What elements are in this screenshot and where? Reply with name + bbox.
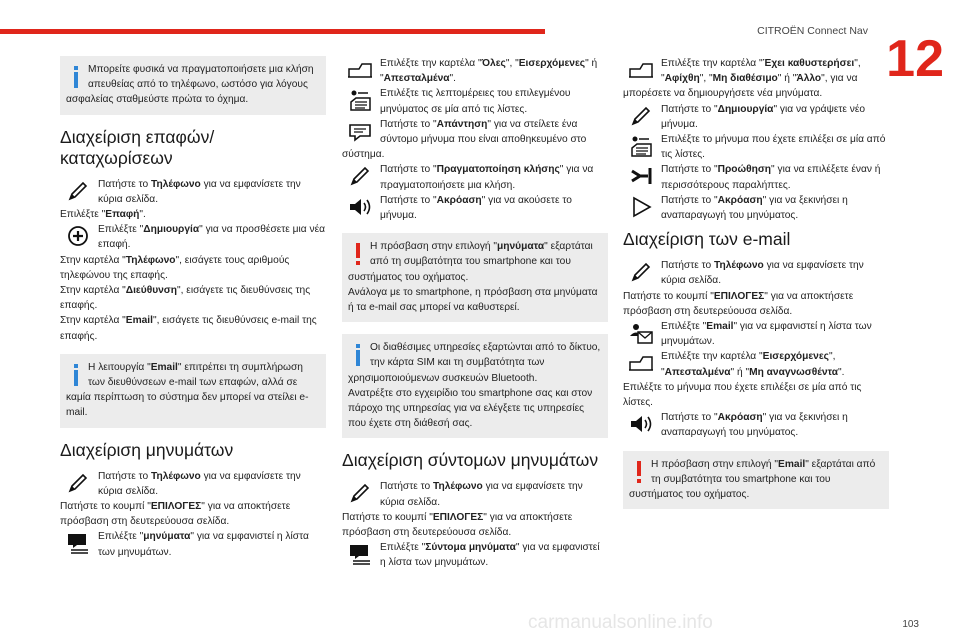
step-text: Πατήστε το " bbox=[661, 164, 718, 176]
info-text: Μπορείτε φυσικά να πραγματοποιήσετε μια κλήση απευθείας από το τηλέφωνο, ωστόσο για λόγους ασφαλείας σταθμεύστε πρώτα το όχημα. bbox=[66, 64, 314, 106]
step-text: " για να στείλετε ένα σύντομο μήνυμα που είναι αποθηκευμένο στο σύστημα. bbox=[342, 118, 587, 161]
step-text: " για να επιλέξετε έναν ή περισσότερους παραλήπτες. bbox=[661, 164, 881, 191]
step bbox=[342, 86, 608, 116]
step bbox=[60, 469, 326, 499]
step-keyword: Email bbox=[125, 315, 153, 327]
step bbox=[623, 102, 889, 132]
step-keyword: Τηλέφωνο bbox=[151, 178, 201, 190]
pencil-icon bbox=[346, 479, 374, 507]
step-keyword: Διεύθυνση bbox=[125, 285, 177, 297]
step-keyword: Πραγματοποίηση κλήσης bbox=[436, 164, 560, 176]
step-keyword: Αφίχθη bbox=[664, 73, 700, 85]
step-text: Επιλέξτε το μήνυμα που έχετε επιλέξει σε μία από τις λίστες. bbox=[623, 381, 862, 409]
step bbox=[342, 540, 608, 570]
step bbox=[60, 222, 326, 252]
speaker-icon bbox=[627, 410, 655, 438]
step bbox=[342, 479, 608, 509]
step-text: ", εισάγετε τις διευθύνσεις της επαφής. bbox=[60, 285, 311, 312]
step-text: ", εισάγετε τους αριθμούς τηλεφώνου της επαφής. bbox=[60, 254, 290, 281]
step-keyword: Ακρόαση bbox=[717, 412, 763, 424]
pencil-icon bbox=[346, 162, 374, 190]
step-text: ", για να μπορέσετε να δημιουργήσετε νέα μηνύματα. bbox=[623, 73, 858, 100]
step-text: Επιλέξτε την καρτέλα " bbox=[380, 58, 482, 69]
step bbox=[623, 380, 889, 410]
step-text: Πατήστε το bbox=[98, 178, 151, 190]
step-text: " για να αποκτήσετε πρόσβαση στη δευτερεύουσα σελίδα. bbox=[60, 501, 291, 528]
step-text: Επιλέξτε το μήνυμα που έχετε επιλέξει σε μία από τις λίστες. bbox=[661, 134, 886, 161]
step-keyword: Μη διαθέσιμο bbox=[712, 73, 778, 85]
watermark: carmanualsonline.info bbox=[528, 612, 713, 633]
step-text: " ή " bbox=[380, 58, 598, 85]
warning-keyword: μηνύματα bbox=[497, 241, 545, 253]
step-text: Πατήστε το κουμπί " bbox=[60, 501, 151, 513]
step-text: ". bbox=[838, 366, 845, 378]
step bbox=[60, 499, 326, 529]
step bbox=[623, 349, 889, 379]
step-text: " για να εμφανιστεί η λίστα των μηνυμάτων. bbox=[380, 542, 600, 569]
step-text: ", " bbox=[661, 58, 861, 85]
step bbox=[342, 117, 608, 163]
warning-text: " εξαρτάται από τη συμβατότητα του smartphone και του συστήματος του οχήματος. bbox=[348, 241, 593, 283]
step-text: για να εμφανίσετε την κύρια σελίδα. bbox=[98, 470, 301, 497]
step-keyword: Τηλέφωνο bbox=[125, 254, 176, 266]
details-list-icon bbox=[627, 132, 655, 160]
step-keyword: Τηλέφωνο bbox=[714, 260, 764, 272]
step-text: Πατήστε το " bbox=[661, 412, 718, 424]
step-text: " ή " bbox=[777, 73, 797, 85]
play-icon bbox=[627, 193, 655, 221]
step-keyword: Ακρόαση bbox=[436, 194, 482, 206]
info-icon bbox=[66, 360, 88, 390]
step-keyword: Τηλέφωνο bbox=[151, 470, 201, 482]
header-bar bbox=[0, 29, 545, 34]
step bbox=[623, 289, 889, 319]
step-text: για να εμφανίσετε την κύρια σελίδα. bbox=[98, 178, 301, 205]
email-contact-icon bbox=[627, 319, 655, 347]
section-title-email: Διαχείριση των e-mail bbox=[623, 229, 791, 250]
pencil-icon bbox=[64, 469, 92, 497]
step-keyword: ΕΠΙΛΟΓΕΣ bbox=[713, 290, 765, 302]
step-text: " για να ξεκινήσει η αναπαραγωγή του μηνύματος. bbox=[661, 412, 848, 439]
info-text: Ανατρέξτε στο εγχειρίδιο του smartphone σας και στον πάροχο της υπηρεσίας για να ελέγξετε τις υπηρεσίες που έχετε στη διάθεσή σας. bbox=[348, 387, 593, 430]
step-text: Επιλέξτε την καρτέλα " bbox=[661, 351, 763, 363]
step-text: Πατήστε το " bbox=[380, 118, 437, 130]
warning-box bbox=[342, 233, 608, 322]
step-text: για να εμφανίσετε την κύρια σελίδα. bbox=[661, 260, 864, 287]
warning-text: " εξαρτάται από τη συμβατότητα του smartphone και του συστήματος του οχήματος. bbox=[629, 458, 876, 501]
step-text: " για να εμφανιστεί η λίστα των μηνυμάτων. bbox=[98, 531, 309, 558]
step-text: " για να πραγματοποιήσετε μια κλήση. bbox=[380, 164, 594, 191]
step-text: Πατήστε το bbox=[661, 260, 714, 272]
step-text: Πατήστε το " bbox=[661, 194, 718, 206]
step-text: ", " bbox=[661, 351, 836, 378]
details-list-icon bbox=[346, 86, 374, 114]
add-circle-icon bbox=[64, 222, 92, 250]
step-text: " για να γράψετε νέο μήνυμα. bbox=[661, 103, 866, 130]
warning-text: Η πρόσβαση στην επιλογή " bbox=[651, 458, 779, 470]
info-icon bbox=[348, 340, 370, 370]
step-text: Επιλέξτε τις λεπτομέρειες του επιλεγμένου μηνύματος σε μία από τις λίστες. bbox=[380, 88, 571, 115]
step-text: " για να αποκτήσετε πρόσβαση στη δευτερεύουσα σελίδα. bbox=[342, 511, 573, 539]
info-icon bbox=[66, 62, 88, 92]
forward-icon bbox=[627, 162, 655, 190]
step-text: " ή " bbox=[730, 366, 750, 378]
info-box bbox=[342, 334, 608, 438]
step-keyword: Σύντομα μηνύματα bbox=[425, 542, 516, 554]
step-keyword: Μη αναγνωσθέντα bbox=[749, 366, 839, 378]
warning-icon bbox=[629, 457, 651, 487]
step-keyword: ΕΠΙΛΟΓΕΣ bbox=[150, 501, 202, 513]
info-text: " επιτρέπει τη συμπλήρωση των διευθύνσεων e-mail των επαφών, αλλά σε καμία περίπτωση το σύστημα δεν μπορεί να στείλει e-mail. bbox=[66, 361, 309, 419]
step-keyword: Απεσταλμένα bbox=[664, 366, 731, 378]
step-keyword: Απάντηση bbox=[436, 118, 488, 130]
step-keyword: Έχει καθυστερήσει bbox=[762, 58, 855, 69]
step-text: " για να προσθέσετε μια νέα επαφή. bbox=[98, 224, 326, 251]
step-text: Πατήστε το " bbox=[380, 194, 437, 206]
step-text: Πατήστε το κουμπί " bbox=[342, 511, 433, 523]
tab-icon bbox=[346, 56, 374, 84]
step bbox=[342, 56, 608, 86]
pencil-icon bbox=[627, 258, 655, 286]
step-text: " για να εμφανιστεί η λίστα των μηνυμάτων. bbox=[661, 321, 872, 348]
step-text: Πατήστε το " bbox=[661, 103, 718, 115]
step-text: " για να ακούσετε το μήνυμα. bbox=[380, 194, 572, 222]
step bbox=[60, 177, 326, 207]
warning-keyword: Email bbox=[778, 458, 806, 470]
step-text: " για να αποκτήσετε πρόσβαση στη δευτερεύουσα σελίδα. bbox=[623, 290, 854, 317]
warning-text: Ανάλογα με το smartphone, η πρόσβαση στα μηνύματα ή τα e-mail σας μπορεί να καθυστερεί. bbox=[348, 286, 598, 314]
step-text: Επιλέξτε την καρτέλα " bbox=[661, 58, 763, 69]
message-list-icon bbox=[64, 529, 92, 557]
step bbox=[623, 162, 889, 192]
step-text: ", " bbox=[699, 73, 713, 85]
reply-message-icon bbox=[346, 117, 374, 145]
tab-icon bbox=[627, 56, 655, 84]
step-text: ", " bbox=[505, 58, 519, 69]
step-text: Επιλέξτε " bbox=[98, 224, 144, 236]
step-keyword: Εισερχόμενες bbox=[518, 58, 586, 69]
warning-box bbox=[623, 451, 889, 510]
step bbox=[342, 510, 608, 540]
step-text: " για να ξεκινήσει η αναπαραγωγή του μηνύματος. bbox=[661, 194, 848, 222]
step bbox=[623, 319, 889, 349]
step-text: Στην καρτέλα " bbox=[60, 315, 126, 327]
step-text: Στην καρτέλα " bbox=[60, 285, 126, 297]
step-text: ". bbox=[449, 73, 456, 85]
step-text: Επιλέξτε " bbox=[380, 542, 426, 554]
step-keyword: Όλες bbox=[481, 58, 506, 69]
tab-icon bbox=[627, 349, 655, 377]
step-text: Πατήστε το κουμπί " bbox=[623, 290, 714, 302]
step bbox=[623, 258, 889, 288]
warning-text: Η πρόσβαση στην επιλογή " bbox=[370, 241, 498, 253]
step-keyword: Απεσταλμένα bbox=[383, 73, 450, 85]
pencil-icon bbox=[64, 177, 92, 205]
info-text: Η λειτουργία " bbox=[88, 361, 151, 373]
step-text: Στην καρτέλα " bbox=[60, 254, 126, 266]
step bbox=[60, 283, 326, 313]
step-text: Πατήστε το " bbox=[380, 164, 437, 176]
step-text: Πατήστε το bbox=[98, 470, 151, 482]
step-keyword: Άλλο bbox=[796, 73, 822, 85]
step bbox=[60, 313, 326, 343]
column-1 bbox=[60, 56, 326, 560]
step-keyword: Προώθηση bbox=[717, 164, 772, 176]
chapter-number: 12 bbox=[886, 30, 944, 88]
step-keyword: Email bbox=[706, 321, 734, 333]
column-3 bbox=[623, 56, 889, 521]
step bbox=[60, 207, 326, 222]
step-keyword: Επαφή bbox=[105, 209, 140, 221]
step bbox=[342, 193, 608, 223]
step-text: Επιλέξτε " bbox=[98, 531, 144, 543]
step-keyword: Δημιουργία bbox=[143, 224, 200, 236]
step-text: ". bbox=[139, 209, 146, 221]
info-text: Οι διαθέσιμες υπηρεσίες εξαρτώνται από το δίκτυο, την κάρτα SIM και τη συμβατότητα των χρησιμοποιούμενων συσκευών Bluetooth. bbox=[348, 342, 601, 384]
section-title-messages: Διαχείριση μηνυμάτων bbox=[60, 439, 234, 460]
step bbox=[60, 529, 326, 559]
section-title-contacts: Διαχείριση επαφών/ καταχωρίσεων bbox=[60, 126, 215, 168]
page-number: 103 bbox=[902, 619, 919, 630]
step-text: ", εισάγετε τις διευθύνσεις e-mail της επαφής. bbox=[60, 315, 317, 342]
step-text: για να εμφανίσετε την κύρια σελίδα. bbox=[380, 481, 583, 508]
warning-icon bbox=[348, 239, 370, 269]
step bbox=[342, 162, 608, 192]
step bbox=[623, 56, 889, 102]
step-keyword: Ακρόαση bbox=[717, 194, 763, 206]
column-2 bbox=[342, 56, 608, 571]
step bbox=[623, 193, 889, 223]
speaker-icon bbox=[346, 193, 374, 221]
step bbox=[60, 253, 326, 283]
step-keyword: Δημιουργία bbox=[717, 103, 774, 115]
step-keyword: Εισερχόμενες bbox=[762, 351, 829, 363]
step bbox=[623, 410, 889, 440]
info-keyword: Email bbox=[150, 361, 178, 373]
step bbox=[623, 132, 889, 162]
header-title: CITROËN Connect Nav bbox=[757, 25, 868, 37]
step-keyword: Τηλέφωνο bbox=[433, 481, 483, 493]
step-text: Πατήστε το bbox=[380, 481, 433, 493]
message-list-icon bbox=[346, 540, 374, 568]
step-text: Επιλέξτε " bbox=[60, 209, 106, 221]
info-box bbox=[60, 56, 326, 115]
step-keyword: ΕΠΙΛΟΓΕΣ bbox=[432, 511, 484, 523]
step-text: Επιλέξτε " bbox=[661, 321, 707, 333]
info-box bbox=[60, 354, 326, 428]
pencil-icon bbox=[627, 102, 655, 130]
step-keyword: μηνύματα bbox=[143, 531, 191, 543]
section-title-short-messages: Διαχείριση σύντομων μηνυμάτων bbox=[342, 450, 599, 471]
